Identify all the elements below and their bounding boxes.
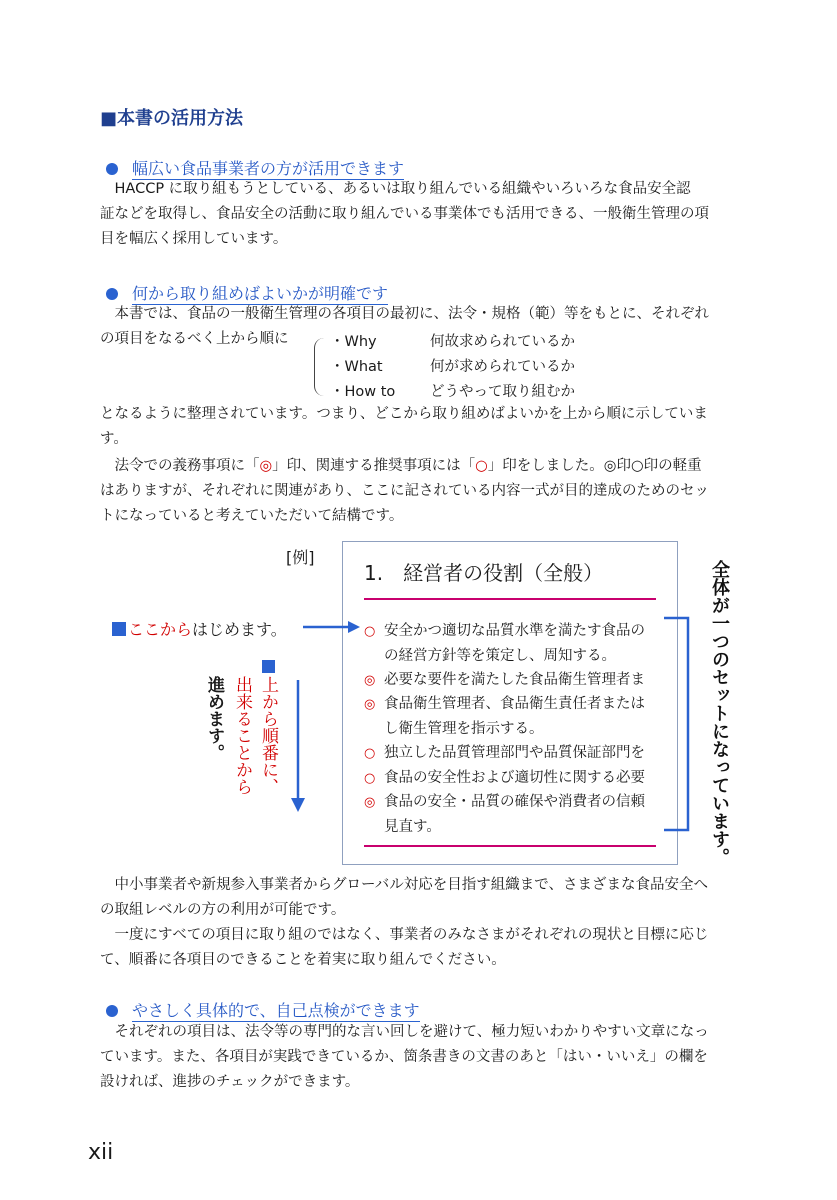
example-item: し衛生管理を指示する。 bbox=[384, 721, 544, 737]
example-item: ◎ 必要な要件を満たした食品衛生管理者ま bbox=[364, 672, 645, 688]
page-number: xii bbox=[88, 1140, 114, 1165]
section2-line1: 本書では、食品の一般衛生管理の各項目の最初に、法令・規格（範）等をもとに、それぞれ bbox=[100, 306, 709, 322]
section3-heading: やさしく具体的で、自己点検ができます bbox=[106, 998, 420, 1021]
vertical-label-proceed: 進めます。 bbox=[204, 676, 224, 761]
example-item: ◎ 食品衛生管理者、食品衛生責任者または bbox=[364, 696, 645, 712]
section2-after-figure: 中小事業者や新規参入事業者からグローバル対応を目指す組織まで、さまざまな食品安全へ の取組レベルの方の利用が可能です。 一度にすべての項目に取り組のではなく、事業者のみなさまがそれぞれの現状と目標に応じ て、順番に各項目のできることを着実に取り組んでください。 bbox=[100, 877, 709, 968]
right-arrow-icon bbox=[348, 621, 360, 633]
section2-marks: 法令での義務事項に「◎」印、関連する推奨事項には「○」印をしました。◎印○印の軽重 はありますが、それぞれに関連があり、ここに記されている内容一式が目的達成のためのセッ トになっていると考えていただいて結構です。 bbox=[100, 458, 709, 524]
example-item: 見直す。 bbox=[384, 819, 441, 835]
set-bracket bbox=[664, 618, 688, 830]
example-item: ○ 独立した品質管理部門や品質保証部門を bbox=[364, 745, 645, 761]
example-item: ○ 食品の安全性および適切性に関する必要 bbox=[364, 770, 645, 786]
section2-heading: 何から取り組めばよいかが明確です bbox=[106, 281, 388, 304]
step-why: ・Why 何故求められているか bbox=[330, 334, 575, 350]
vertical-label-doable: 出来ることから bbox=[232, 676, 252, 795]
start-label: ここからはじめます。 bbox=[112, 617, 287, 640]
example-label: [例] bbox=[286, 548, 315, 567]
example-item: ○ 安全かつ適切な品質水準を満たす食品の bbox=[364, 623, 645, 639]
example-box-title: 1. 経営者の役割（全般） bbox=[364, 561, 604, 585]
vertical-label-set: 全体が一つのセットになっています。 bbox=[709, 560, 730, 866]
section1-heading: 幅広い食品事業者の方が活用できます bbox=[106, 156, 404, 179]
double-circle-mark: ◎ bbox=[259, 458, 273, 474]
down-arrow-icon bbox=[291, 798, 305, 812]
example-item: ◎ 食品の安全・品質の確保や消費者の信頼 bbox=[364, 794, 645, 810]
example-item: の経営方針等を策定し、周知する。 bbox=[384, 648, 616, 664]
section3-body: それぞれの項目は、法令等の専門的な言い回しを避けて、極力短いわかりやすい文章になっ ています。また、各項目が実践できているか、箇条書きの文書のあと「はい・いいえ」の欄を 設ければ、進捗のチェックができます。 bbox=[100, 1024, 709, 1090]
section1-body: HACCP に取り組もうとしている、あるいは取り組んでいる組織やいろいろな食品安全認 証などを取得し、食品安全の活動に取り組んでいる事業体でも活用できる、一般衛生管理の項 目を幅広く採用しています。 bbox=[100, 181, 709, 247]
step-how: ・How to どうやって取り組むか bbox=[330, 384, 575, 400]
bullet-icon bbox=[106, 1005, 118, 1017]
section2-line2: の項目をなるべく上から順に bbox=[100, 331, 289, 347]
circle-mark: ○ bbox=[475, 458, 488, 474]
step-what: ・What 何が求められているか bbox=[330, 359, 575, 375]
square-icon bbox=[262, 660, 275, 673]
section2-after-steps: となるように整理されています。つまり、どこから取り組めばよいかを上から順に示していま す。 bbox=[100, 406, 708, 447]
page-title: ■本書の活用方法 bbox=[100, 108, 244, 129]
vertical-label-order: 上から順番に、 bbox=[258, 676, 278, 795]
